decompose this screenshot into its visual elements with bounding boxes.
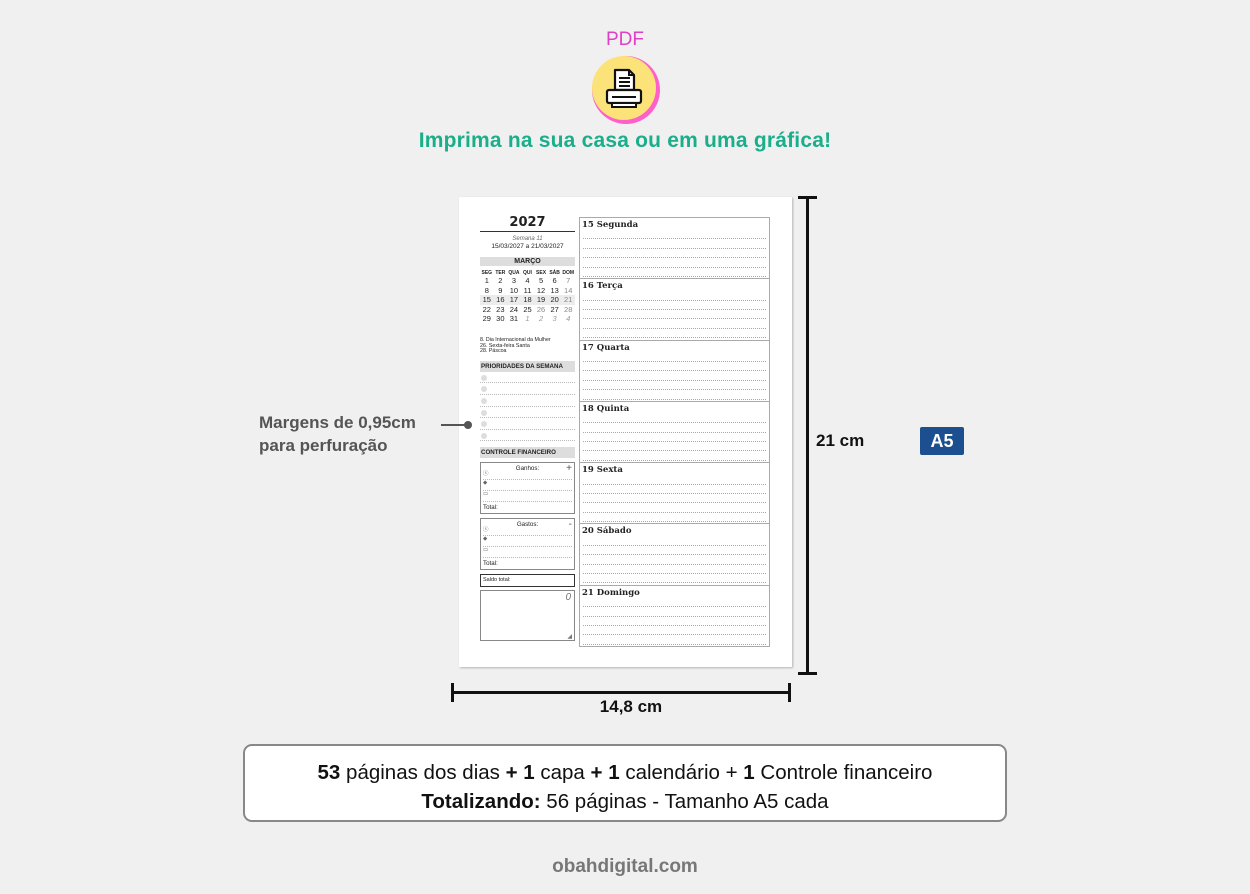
card-icon: ▭ bbox=[483, 547, 489, 554]
calendar-day: 19 bbox=[536, 295, 546, 305]
bullet-icon bbox=[481, 410, 487, 416]
expense-total-label: Total: bbox=[483, 560, 498, 568]
day-label: 20 Sábado bbox=[582, 526, 632, 537]
summary-line1 bbox=[245, 758, 1005, 787]
summary-number: + 1 bbox=[505, 761, 535, 784]
money-line bbox=[483, 480, 572, 491]
calendar-day: 4 bbox=[525, 276, 530, 285]
balance-label: Saldo total: bbox=[483, 577, 511, 584]
day-block bbox=[580, 279, 769, 340]
priority-row bbox=[480, 395, 575, 407]
calendar-day: 22 bbox=[482, 304, 491, 314]
planner-left-column bbox=[480, 215, 575, 641]
calendar-day: 11 bbox=[523, 285, 532, 295]
summary-number: 1 bbox=[743, 761, 755, 784]
calendar-day: 2 bbox=[498, 276, 503, 285]
card-icon: ▭ bbox=[483, 491, 489, 498]
week-days-column bbox=[579, 217, 770, 647]
paperclip-icon: 0 bbox=[565, 592, 571, 604]
priority-row bbox=[480, 383, 575, 395]
calendar-day: 30 bbox=[496, 314, 505, 324]
calendar-day: 25 bbox=[523, 304, 532, 314]
holiday-item: 28. Páscoa bbox=[480, 348, 507, 355]
calendar-day: 1 bbox=[484, 276, 489, 285]
money-line bbox=[483, 469, 572, 480]
calendar-day: 7 bbox=[566, 276, 571, 285]
size-badge: A5 bbox=[920, 427, 964, 455]
day-label: 16 Terça bbox=[582, 281, 623, 292]
bullet-icon bbox=[481, 398, 487, 404]
calendar-week bbox=[480, 314, 575, 324]
priority-row bbox=[480, 372, 575, 384]
coin-icon: ⓢ bbox=[483, 527, 489, 534]
pix-icon: ◆ bbox=[483, 480, 488, 487]
day-block bbox=[580, 524, 769, 585]
calendar-day: 26 bbox=[536, 304, 546, 314]
calendar-day: 28 bbox=[564, 304, 573, 314]
day-label: 21 Domingo bbox=[582, 587, 640, 598]
summary-text: páginas dos dias bbox=[340, 761, 506, 784]
calendar-day: 3 bbox=[511, 276, 516, 285]
calendar-day: 18 bbox=[523, 295, 532, 305]
width-dimension-label: 14,8 cm bbox=[599, 697, 663, 716]
calendar-day: 27 bbox=[550, 304, 559, 314]
holiday-item: 8. Dia Internacional da Mulher bbox=[480, 336, 551, 343]
priority-row bbox=[480, 430, 575, 442]
income-box bbox=[480, 462, 575, 514]
tagline: Imprima na sua casa ou em uma gráfica! bbox=[418, 129, 832, 152]
calendar-week bbox=[480, 305, 575, 315]
day-block bbox=[580, 341, 769, 402]
weekday: SEX bbox=[536, 270, 547, 276]
expense-label: Gastos: bbox=[516, 521, 539, 529]
plus-icon: + bbox=[566, 463, 572, 475]
minus-icon: - bbox=[568, 519, 572, 531]
calendar-day-next-month: 2 bbox=[538, 314, 544, 324]
calendar-day: 14 bbox=[564, 285, 573, 295]
balance-box bbox=[480, 574, 575, 587]
calendar-day: 5 bbox=[538, 276, 544, 285]
weekday: QUI bbox=[523, 270, 532, 276]
calendar-day: 17 bbox=[509, 295, 519, 305]
calendar-day: 20 bbox=[550, 295, 559, 305]
expense-box bbox=[480, 518, 575, 570]
day-block bbox=[580, 218, 769, 279]
finance-header: CONTROLE FINANCEIRO bbox=[480, 447, 575, 458]
bullet-icon bbox=[481, 421, 487, 427]
calendar-day-next-month: 3 bbox=[552, 314, 557, 324]
bullet-icon bbox=[481, 433, 487, 439]
calendar-day: 9 bbox=[498, 285, 503, 295]
calendar-day: 16 bbox=[496, 295, 505, 305]
weekday: TER bbox=[495, 270, 506, 276]
height-dimension-line bbox=[806, 198, 809, 675]
weekday: DOM bbox=[562, 270, 575, 276]
calendar-day-next-month: 4 bbox=[566, 314, 571, 324]
money-line bbox=[483, 525, 572, 536]
priority-row bbox=[480, 407, 575, 419]
money-line bbox=[483, 547, 572, 558]
summary-text: calendário + bbox=[619, 761, 744, 784]
priority-row bbox=[480, 418, 575, 430]
pdf-label: PDF bbox=[606, 29, 644, 50]
date-range: 15/03/2027 a 21/03/2027 bbox=[491, 243, 564, 250]
summary-text: capa bbox=[534, 761, 591, 784]
calendar-day: 10 bbox=[509, 285, 519, 295]
calendar-day: 15 bbox=[482, 295, 491, 305]
money-line bbox=[483, 491, 572, 502]
day-block bbox=[580, 463, 769, 524]
pix-icon: ◆ bbox=[483, 536, 488, 543]
income-label: Ganhos: bbox=[515, 465, 540, 473]
bullet-icon bbox=[481, 386, 487, 392]
day-label: 19 Sexta bbox=[582, 465, 623, 476]
day-label: 17 Quarta bbox=[582, 342, 630, 353]
day-label: 15 Segunda bbox=[582, 220, 639, 230]
printer-document-icon bbox=[602, 66, 646, 110]
summary-number: 53 bbox=[317, 761, 341, 784]
bullet-icon bbox=[481, 375, 487, 381]
margin-annotation-line1: Margens de 0,95cm bbox=[259, 413, 416, 432]
day-block bbox=[580, 586, 769, 647]
height-dimension-cap-bottom bbox=[798, 672, 817, 675]
calendar-day: 31 bbox=[509, 314, 519, 324]
calendar-day: 8 bbox=[484, 285, 489, 295]
summary-line2 bbox=[245, 787, 1005, 816]
planner-page-preview bbox=[459, 197, 792, 667]
margin-pointer-dot bbox=[464, 421, 472, 429]
weekday: QUA bbox=[508, 270, 520, 276]
weekday: SÁB bbox=[549, 270, 560, 276]
weekday: SEG bbox=[481, 270, 493, 276]
height-dimension-label: 21 cm bbox=[816, 431, 865, 450]
printer-badge bbox=[592, 56, 660, 124]
week-label: Semana 11 bbox=[512, 236, 543, 242]
summary-text: Controle financeiro bbox=[754, 761, 933, 784]
calendar-week bbox=[480, 276, 575, 286]
calendar-week-current bbox=[480, 295, 575, 305]
day-label: 18 Quinta bbox=[582, 403, 630, 414]
calendar-day: 6 bbox=[552, 276, 557, 285]
width-dimension-line bbox=[452, 691, 790, 694]
coin-icon: ⓢ bbox=[483, 471, 489, 478]
summary-box bbox=[243, 744, 1007, 822]
calendar-day: 29 bbox=[482, 314, 491, 324]
priorities-header: PRIORIDADES DA SEMANA bbox=[480, 361, 575, 372]
month-header: MARÇO bbox=[480, 257, 575, 266]
corner-icon: ◢ bbox=[567, 634, 572, 641]
planner-year: 2027 bbox=[480, 215, 575, 232]
priorities-list bbox=[480, 372, 575, 442]
holiday-item: 26. Sexta-feira Santa bbox=[480, 342, 530, 349]
calendar-day: 21 bbox=[564, 295, 573, 305]
footer-site[interactable]: obahdigital.com bbox=[552, 856, 698, 877]
calendar-day: 13 bbox=[550, 285, 559, 295]
money-line bbox=[483, 536, 572, 547]
calendar-week bbox=[480, 286, 575, 296]
summary-total-label: Totalizando: bbox=[421, 790, 541, 813]
holiday-list bbox=[480, 338, 575, 355]
margin-annotation-line2: para perfuração bbox=[259, 436, 388, 455]
calendar-day-next-month: 1 bbox=[525, 314, 530, 324]
calendar-day: 23 bbox=[496, 304, 505, 314]
summary-total-value: 56 páginas - Tamanho A5 cada bbox=[540, 790, 829, 813]
notes-box bbox=[480, 590, 575, 641]
margin-annotation bbox=[259, 411, 416, 457]
income-total-label: Total: bbox=[483, 504, 498, 512]
summary-number: + 1 bbox=[590, 761, 620, 784]
calendar-day: 12 bbox=[536, 285, 546, 295]
day-block bbox=[580, 402, 769, 463]
calendar-day: 24 bbox=[509, 304, 519, 314]
